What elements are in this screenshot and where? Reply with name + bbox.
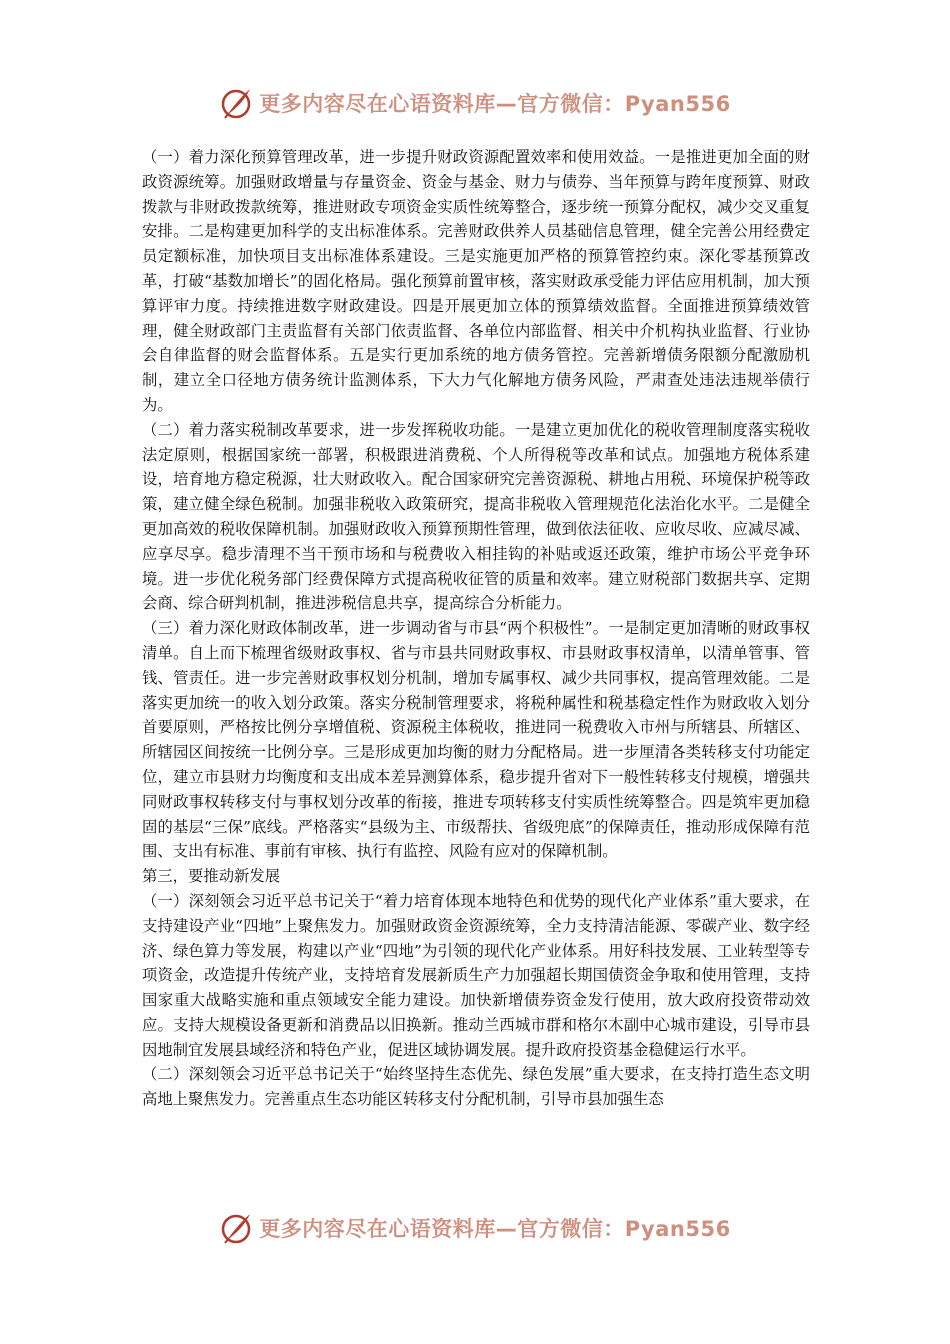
footer-banner-text: 更多内容尽在心语资料库—官方微信：Pyan556 (259, 1217, 731, 1241)
paragraph-budget-reform: （一）着力深化预算管理改革，进一步提升财政资源配置效率和使用效益。一是推进更加全面的财政资源统筹。加强财政增量与存量资金、资金与基金、财力与债券、当年预算与跨年度预算、财政拨款与非财政拨款统筹，推进财政专项资金实质性统筹整合，逐步统一预算分配权，减少交叉重复安排。二是构建更加科学的支出标准体系。完善财政供养人员基础信息管理，健全完善公用经费定员定额标准，加快项目支出标准体系建设。三是实施更加严格的预算管控约束。深化零基预算改革，打破“基数加增长”的固化格局。强化预算前置审核，落实财政承受能力评估应用机制，加大预算评审力度。持续推进数字财政建设。四是开展更加立体的预算绩效监督。全面推进预算绩效管理，健全财政部门主责监督有关部门依责监督、各单位内部监督、相关中介机构执业监督、行业协会自律监督的财会监督体系。五是实行更加系统的地方债务管控。完善新增债务限额分配激励机制，建立全口径地方债务统计监测体系，下大力气化解地方债务风险，严肃查处违法违规举债行为。 (142, 148, 810, 414)
header-banner-text: 更多内容尽在心语资料库—官方微信：Pyan556 (259, 92, 731, 116)
section-heading: 第三，要推动新发展 (142, 867, 281, 886)
footer-banner (0, 1208, 950, 1248)
document-body (142, 145, 810, 1112)
paragraph-tax-reform: （二）着力落实税制改革要求，进一步发挥税收功能。一是建立更加优化的税收管理制度落实税收法定原则，根据国家统一部署，积极跟进消费税、个人所得税等改革和试点。加强地方税体系建设，培育地方稳定税源，壮大财政收入。配合国家研究完善资源税、耕地占用税、环境保护税等政策，建立健全绿色税制。加强非税收入政策研究，提高非税收入管理规范化法治化水平。二是健全更加高效的税收保障机制。加强财政收入预算预期性管理，做到依法征收、应收尽收、应减尽减、应享尽享。稳步清理不当干预市场和与税费收入相挂钩的补贴或返还政策，维护市场公平竞争环境。进一步优化税务部门经费保障方式提高税收征管的质量和效率。建立财税部门数据共享、定期会商、综合研判机制，推进涉税信息共享，提高综合分析能力。 (142, 420, 810, 613)
paragraph-fiscal-system-reform: （三）着力深化财政体制改革，进一步调动省与市县“两个积极性”。一是制定更加清晰的财政事权清单。自上而下梳理省级财政事权、省与市县共同财政事权、市县财政事权清单，以清单管事、管钱、管责任。进一步完善财政事权划分机制，增加专属事权、减少共同事权，提高管理效能。二是落实更加统一的收入划分政策。落实分税制管理要求，将税种属性和税基稳定性作为财政收入划分首要原则，严格按比例分享增值税、资源税主体税收，推进同一税费收入市州与所辖县、所辖区、所辖园区间按统一比例分享。三是形成更加均衡的财力分配格局。进一步厘清各类转移支付功能定位，建立市县财力均衡度和支出成本差异测算体系，稳步提升省对下一般性转移支付规模，增强共同财政事权转移支付与事权划分改革的衔接，推进专项转移支付实质性统筹整合。四是筑牢更加稳固的基层“三保”底线。严格落实“县级为主、市级帮扶、省级兜底”的保障责任，推动形成保障有范围、支出有标准、事前有审核、执行有监控、风险有应对的保障机制。 (142, 619, 810, 861)
quill-logo-icon (219, 1210, 255, 1246)
quill-logo-icon (219, 85, 255, 121)
paragraph-industry-system: （一）深刻领会习近平总书记关于“着力培育体现本地特色和优势的现代化产业体系”重大要求，在支持建设产业“四地”上聚焦发力。加强财政资金资源统筹，全力支持清洁能源、零碳产业、数字经济、绿色算力等发展，构建以产业“四地”为引领的现代化产业体系。用好科技发展、工业转型等专项资金，改造提升传统产业，支持培育发展新质生产力加强超长期国债资金争取和使用管理，支持国家重大战略实施和重点领域安全能力建设。加快新增债券资金发行使用，放大政府投资带动效应。支持大规模设备更新和消费品以旧换新。推动兰西城市群和格尔木副中心城市建设，引导市县因地制宜发展县域经济和特色产业，促进区域协调发展。提升政府投资基金稳健运行水平。 (142, 891, 810, 1059)
paragraph-ecology: （二）深刻领会习近平总书记关于“始终坚持生态优先、绿色发展”重大要求，在支持打造生态文明高地上聚焦发力。完善重点生态功能区转移支付分配机制，引导市县加强生态 (142, 1065, 810, 1109)
header-banner (0, 83, 950, 123)
